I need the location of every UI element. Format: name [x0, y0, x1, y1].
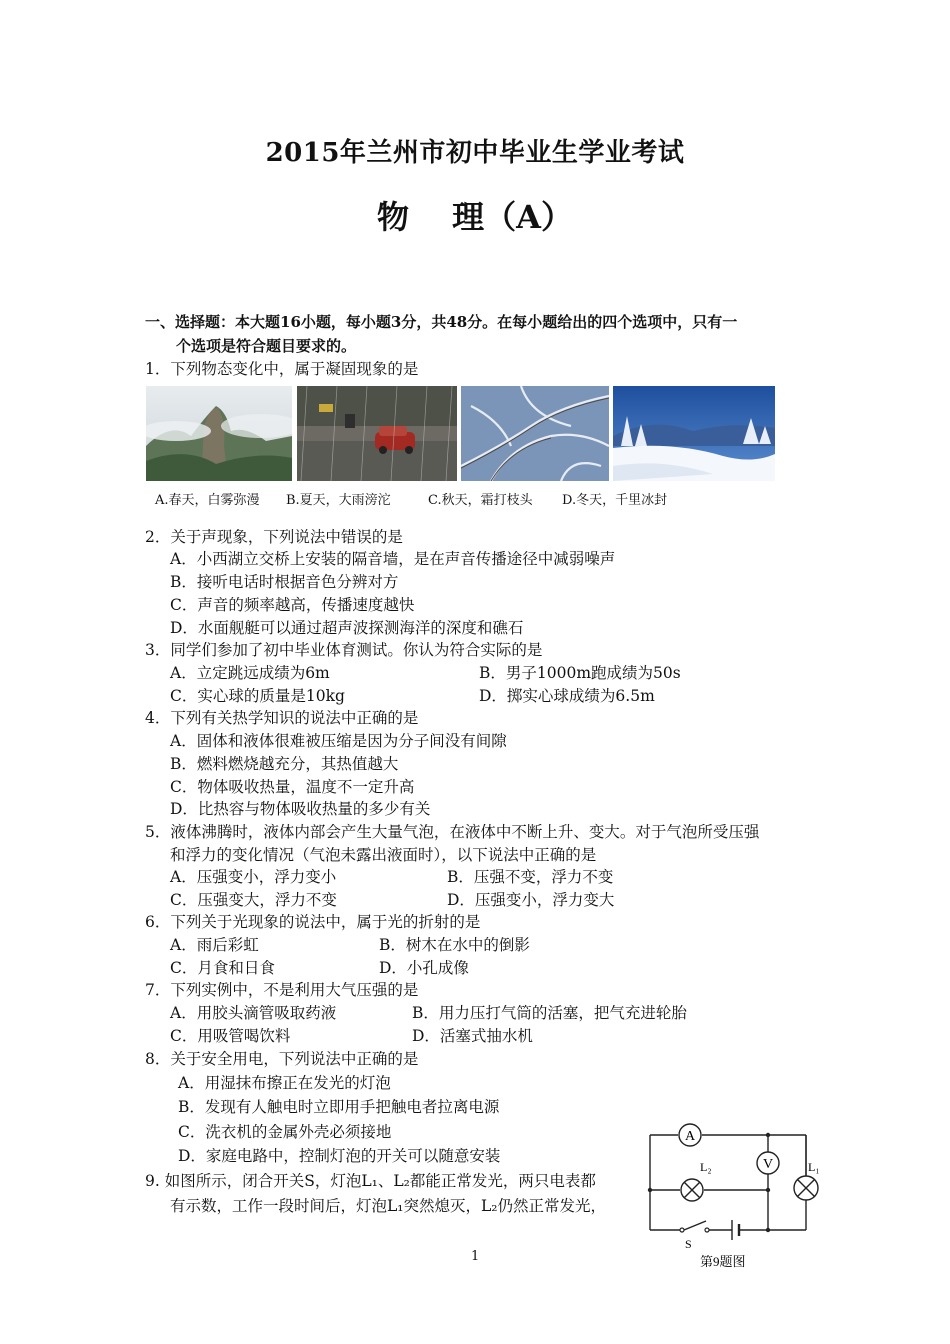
q1-image-c-frost-branches	[461, 386, 609, 481]
q3-option-b: B．男子1000m跑成绩为50s	[479, 664, 681, 682]
q4-option-a: A．固体和液体很难被压缩是因为分子间没有间隙	[170, 732, 507, 750]
q3-option-c: C．实心球的质量是10kg	[170, 687, 345, 705]
lamp1-label: L₁	[808, 1160, 820, 1174]
voltmeter-label: V	[762, 1157, 774, 1172]
q7-stem: 7．下列实例中，不是利用大气压强的是	[145, 981, 419, 999]
q7-option-d: D．活塞式抽水机	[412, 1027, 533, 1045]
q2-stem: 2．关于声现象，下列说法中错误的是	[145, 528, 403, 546]
q6-option-c: C．月食和日食	[170, 959, 275, 977]
q6-option-d: D．小孔成像	[379, 959, 469, 977]
q5-stem-line2: 和浮力的变化情况（气泡未露出液面时），以下说法中正确的是	[170, 846, 597, 864]
q6-option-a: A．雨后彩虹	[170, 936, 259, 954]
q9-stem: 9. 如图所示，闭合开关S，灯泡L₁、L₂都能正常发光，两只电表都	[145, 1172, 596, 1190]
q9-circuit-diagram	[640, 1120, 840, 1275]
subject-title: 物 理（A）	[377, 198, 573, 236]
q5-option-c: C．压强变大，浮力不变	[170, 891, 337, 909]
q3-stem: 3．同学们参加了初中毕业体育测试。你认为符合实际的是	[145, 641, 543, 659]
q9-stem-line2: 有示数，工作一段时间后，灯泡L₁突然熄灭，L₂仍然正常发光，	[170, 1197, 607, 1215]
q5-option-b: B．压强不变，浮力不变	[447, 868, 614, 886]
q2-option-c: C．声音的频率越高，传播速度越快	[170, 596, 415, 614]
page-number: 1	[471, 1249, 480, 1264]
q8-option-d: D．家庭电路中，控制灯泡的开关可以随意安装	[178, 1147, 501, 1165]
q1-caption-b: B.夏天，大雨滂沱	[286, 493, 391, 508]
figure9-caption: 第9题图	[700, 1254, 746, 1269]
q4-option-b: B．燃料燃烧越充分，其热值越大	[170, 755, 399, 773]
q7-option-c: C．用吸管喝饮料	[170, 1027, 291, 1045]
section-heading-line1: 一、选择题：本大题16小题，每小题3分，共48分。在每小题给出的四个选项中，只有一	[145, 313, 738, 331]
lamp2-label: L₂	[700, 1160, 712, 1174]
q4-option-c: C．物体吸收热量，温度不一定升高	[170, 778, 415, 796]
q3-option-a: A．立定跳远成绩为6m	[170, 664, 330, 682]
q5-option-d: D．压强变小，浮力变大	[447, 891, 615, 909]
q4-option-d: D．比热容与物体吸收热量的多少有关	[170, 800, 431, 818]
q5-option-a: A．压强变小，浮力变小	[170, 868, 337, 886]
q5-stem: 5．液体沸腾时，液体内部会产生大量气泡，在液体中不断上升、变大。对于气泡所受压强	[145, 823, 760, 841]
ammeter-label: A	[684, 1129, 696, 1144]
q1-caption-d: D.冬天，千里冰封	[562, 493, 668, 508]
q1-image-a-fog-mountain	[146, 386, 292, 481]
q8-option-b: B．发现有人触电时立即用手把触电者拉离电源	[178, 1098, 500, 1116]
q1-caption-c: C.秋天，霜打枝头	[428, 493, 533, 508]
q8-option-a: A．用湿抹布擦正在发光的灯泡	[178, 1074, 391, 1092]
exam-title: 2015年兰州市初中毕业生学业考试	[265, 138, 685, 168]
switch-label: S	[685, 1237, 692, 1251]
q2-option-a: A．小西湖立交桥上安装的隔音墙，是在声音传播途径中减弱噪声	[170, 550, 616, 568]
q6-option-b: B．树木在水中的倒影	[379, 936, 530, 954]
q1-stem: 1．下列物态变化中，属于凝固现象的是	[145, 360, 419, 378]
q1-image-b-rain-street	[297, 386, 457, 481]
q1-image-d-snow-field	[613, 386, 775, 481]
q2-option-b: B．接听电话时根据音色分辨对方	[170, 573, 399, 591]
q7-option-b: B．用力压打气筒的活塞，把气充进轮胎	[412, 1004, 687, 1022]
q3-option-d: D．掷实心球成绩为6.5m	[479, 687, 655, 705]
q7-option-a: A．用胶头滴管吸取药液	[170, 1004, 337, 1022]
q2-option-d: D．水面舰艇可以通过超声波探测海洋的深度和礁石	[170, 619, 524, 637]
q6-stem: 6．下列关于光现象的说法中，属于光的折射的是	[145, 913, 481, 931]
q8-stem: 8．关于安全用电，下列说法中正确的是	[145, 1050, 419, 1068]
q8-option-c: C．洗衣机的金属外壳必须接地	[178, 1123, 392, 1141]
q4-stem: 4．下列有关热学知识的说法中正确的是	[145, 709, 419, 727]
section-heading-line2: 个选项是符合题目要求的。	[176, 337, 357, 355]
q1-caption-a: A.春天，白雾弥漫	[155, 493, 260, 508]
